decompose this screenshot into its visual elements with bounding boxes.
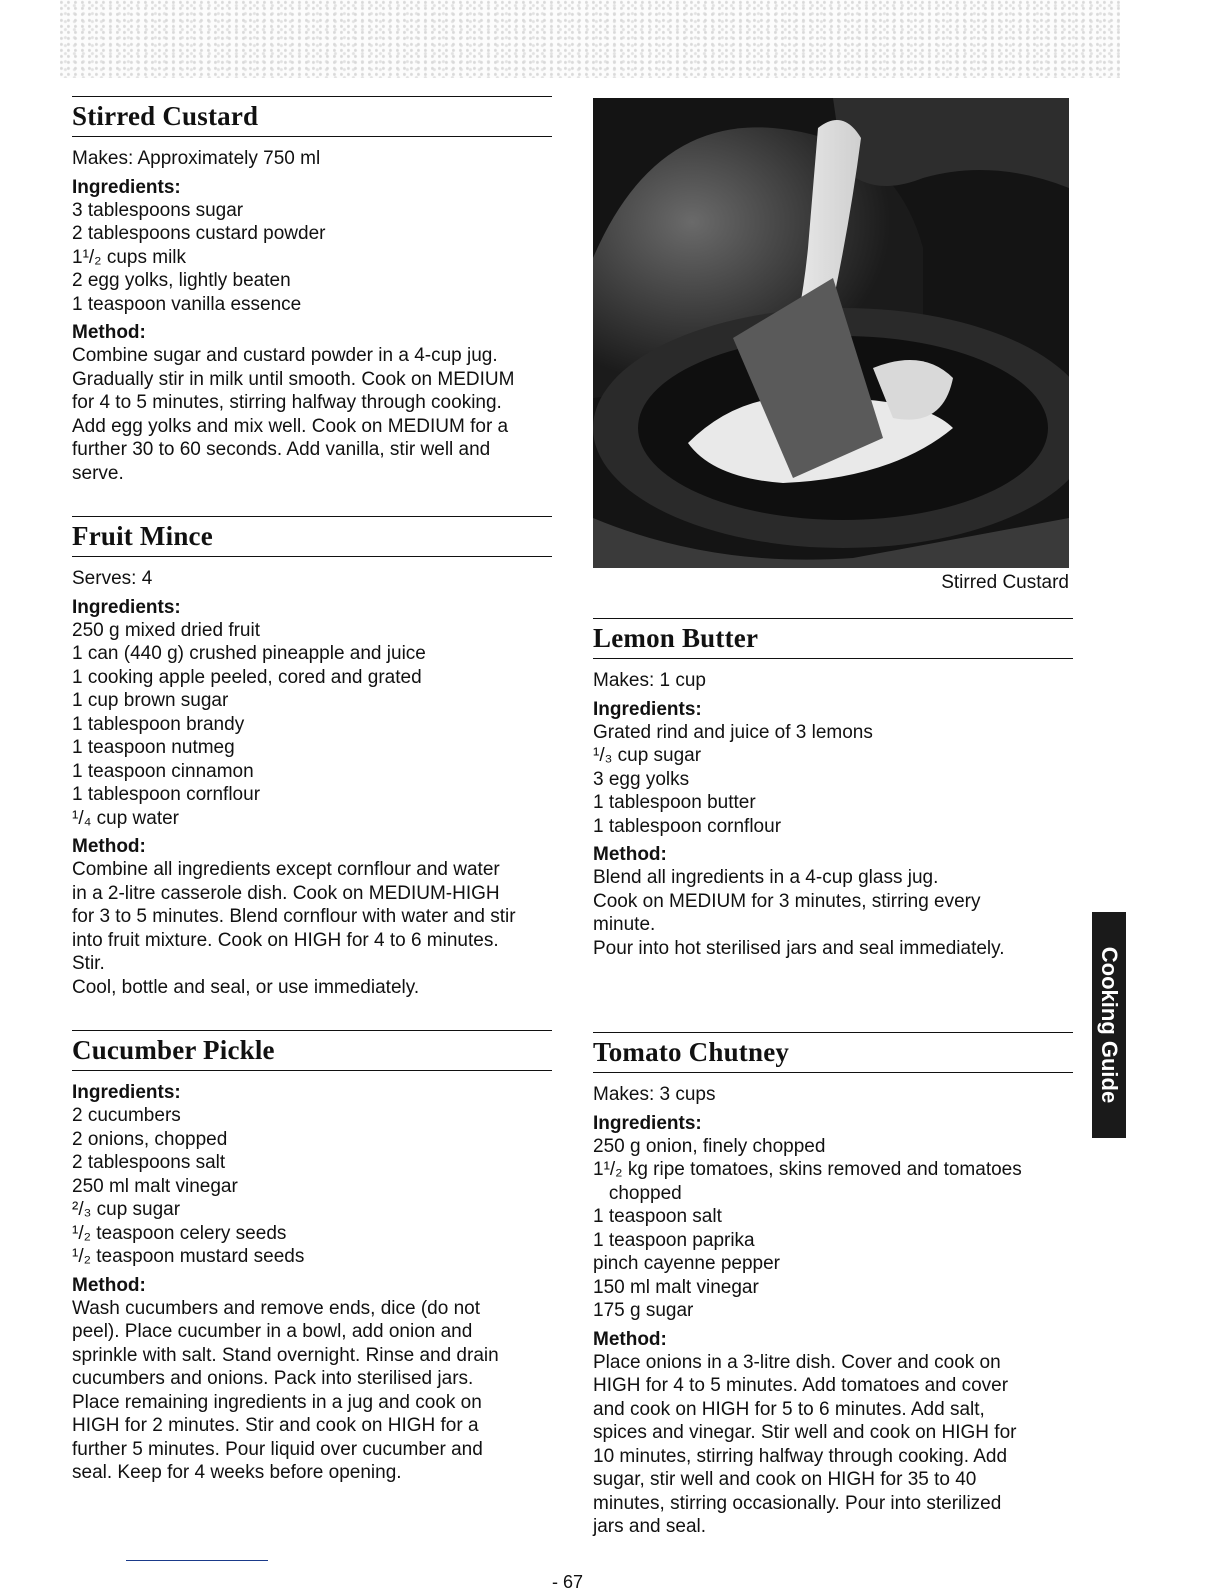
header-decorative-band [60, 0, 1120, 78]
ingredient-item: ¹/₂ teaspoon mustard seeds [72, 1246, 305, 1267]
ingredient-item: 250 g onion, finely chopped [593, 1135, 826, 1157]
ingredients-heading: Ingredients: [593, 698, 702, 720]
ingredient-item: ¹/₂ teaspoon celery seeds [72, 1222, 287, 1244]
ingredient-list [72, 199, 552, 317]
ingredient-item: 1 cooking apple peeled, cored and grated [72, 666, 422, 688]
method-text: Blend all ingredients in a 4-cup glass jug. Cook on MEDIUM for 3 minutes, stirring every minute. Pour into hot sterilised jars and seal immediately. [593, 867, 1005, 959]
method-heading: Method: [72, 1274, 146, 1296]
ingredient-list [72, 619, 552, 831]
ingredient-item: pinch cayenne pepper [593, 1253, 780, 1274]
ingredient-item: 1 cup brown sugar [72, 690, 229, 711]
recipe-cucumber-pickle [72, 1030, 552, 1485]
title-rule [72, 1070, 552, 1071]
ingredient-item: ¹/₃ cup sugar [593, 745, 702, 766]
stirred-custard-photo [593, 98, 1069, 568]
ingredients-heading: Ingredients: [72, 1082, 181, 1103]
title-rule [72, 556, 552, 557]
recipe-yield: Makes: 3 cups [593, 1084, 716, 1105]
ingredient-list [72, 1104, 552, 1269]
ingredient-item: 2 egg yolks, lightly beaten [72, 270, 291, 291]
method-heading: Method: [593, 1328, 667, 1350]
custard-photo-illustration [593, 98, 1069, 568]
ingredient-item: 2 onions, chopped [72, 1128, 228, 1150]
recipe-title: Lemon Butter [593, 623, 759, 653]
title-rule [72, 136, 552, 137]
ingredient-item: 1 teaspoon vanilla essence [72, 293, 302, 315]
section-tab-label: Cooking Guide [1097, 946, 1122, 1104]
title-rule [593, 618, 1073, 619]
recipe-tomato-chutney [593, 1032, 1073, 1539]
ingredients-heading: Ingredients: [593, 1112, 702, 1134]
recipe-title: Cucumber Pickle [72, 1035, 275, 1065]
ingredient-item: 1¹/₂ cups milk [72, 246, 187, 268]
ingredient-item: 250 ml malt vinegar [72, 1175, 238, 1197]
ingredients-heading: Ingredients: [72, 596, 181, 618]
method-heading: Method: [72, 322, 146, 343]
recipe-lemon-butter [593, 618, 1073, 960]
ingredient-item: ¹/₄ cup water [72, 807, 180, 829]
ingredient-list [593, 721, 1073, 839]
ingredient-item: 1 teaspoon paprika [593, 1229, 755, 1251]
ingredient-item: 1 can (440 g) crushed pineapple and juice [72, 643, 426, 664]
ingredient-list [593, 1135, 1073, 1323]
ingredient-item: chopped [593, 1182, 682, 1204]
ingredient-item: 1 tablespoon butter [593, 792, 756, 813]
ingredient-item: Grated rind and juice of 3 lemons [593, 721, 873, 743]
ingredient-item: ²/₃ cup sugar [72, 1199, 181, 1220]
ingredient-item: 150 ml malt vinegar [593, 1276, 759, 1298]
recipe-fruit-mince [72, 516, 552, 999]
ingredient-item: 1 tablespoon cornflour [593, 815, 782, 837]
ingredient-item: 1¹/₂ kg ripe tomatoes, skins removed and tomatoes [593, 1159, 1022, 1180]
ingredient-item: 1 teaspoon cinnamon [72, 760, 254, 782]
title-rule [72, 96, 552, 97]
ingredient-item: 1 teaspoon nutmeg [72, 737, 235, 758]
recipe-stirred-custard [72, 96, 552, 485]
photo-caption: Stirred Custard [941, 572, 1069, 593]
ingredients-heading: Ingredients: [72, 176, 181, 198]
method-text: Combine all ingredients except cornflour and water in a 2-litre casserole dish. Cook on MEDIUM-HIGH for 3 to 5 minutes. Blend cornflour with water and stir into fruit mixture. Cook on HIGH for 4 to 6 minutes. Stir. Cool, bottle and seal, or use immediately. [72, 859, 516, 998]
ingredient-item: 2 tablespoons salt [72, 1152, 226, 1173]
ingredient-item: 1 tablespoon cornflour [72, 784, 261, 805]
ingredient-item: 1 tablespoon brandy [72, 713, 245, 735]
page-number: - 67 [552, 1572, 584, 1592]
recipe-title: Tomato Chutney [593, 1037, 790, 1067]
title-rule [72, 516, 552, 517]
title-rule [593, 658, 1073, 659]
section-tab-cooking-guide [1092, 912, 1126, 1138]
title-rule [593, 1032, 1073, 1033]
ingredient-item: 175 g sugar [593, 1300, 694, 1321]
recipe-title: Fruit Mince [72, 521, 213, 551]
footer-rule [126, 1560, 268, 1561]
method-heading: Method: [593, 844, 667, 865]
recipe-title: Stirred Custard [72, 101, 259, 131]
method-text: Wash cucumbers and remove ends, dice (do not peel). Place cucumber in a bowl, add onion and sprinkle with salt. Stand overnight. Rinse and drain cucumbers and onions. Pack into sterilised jars. Place remaining ingredients in a jug and cook on HIGH for 2 minutes. Stir and cook on HIGH for a further 5 minutes. Pour liquid over cucumber and seal. Keep for 4 weeks before opening. [72, 1297, 499, 1483]
ingredient-item: 1 teaspoon salt [593, 1206, 722, 1227]
recipe-yield: Serves: 4 [72, 568, 153, 589]
method-heading: Method: [72, 836, 146, 857]
title-rule [72, 1030, 552, 1031]
ingredient-item: 250 g mixed dried fruit [72, 619, 260, 641]
ingredient-item: 2 tablespoons custard powder [72, 223, 326, 244]
recipe-yield: Makes: 1 cup [593, 670, 706, 691]
ingredient-item: 3 egg yolks [593, 768, 690, 790]
ingredient-item: 2 cucumbers [72, 1105, 181, 1126]
recipe-yield: Makes: Approximately 750 ml [72, 148, 321, 169]
method-text: Combine sugar and custard powder in a 4-cup jug. Gradually stir in milk until smooth. Cook on MEDIUM for 4 to 5 minutes, stirring halfway through cooking. Add egg yolks and mix well. Cook on MEDIUM for a further 30 to 60 seconds. Add vanilla, stir well and serve. [72, 345, 515, 484]
method-text: Place onions in a 3-litre dish. Cover and cook on HIGH for 4 to 5 minutes. Add tomatoes and cover and cook on HIGH for 5 to 6 minutes. Add salt, spices and vinegar. Stir well and cook on HIGH for 10 minutes, stirring halfway through cooking. Add sugar, stir well and cook on HIGH for 35 to 40 minutes, stirring occasionally. Pour into sterilized jars and seal. [593, 1351, 1017, 1537]
ingredient-item: 3 tablespoons sugar [72, 199, 244, 221]
title-rule [593, 1072, 1073, 1073]
